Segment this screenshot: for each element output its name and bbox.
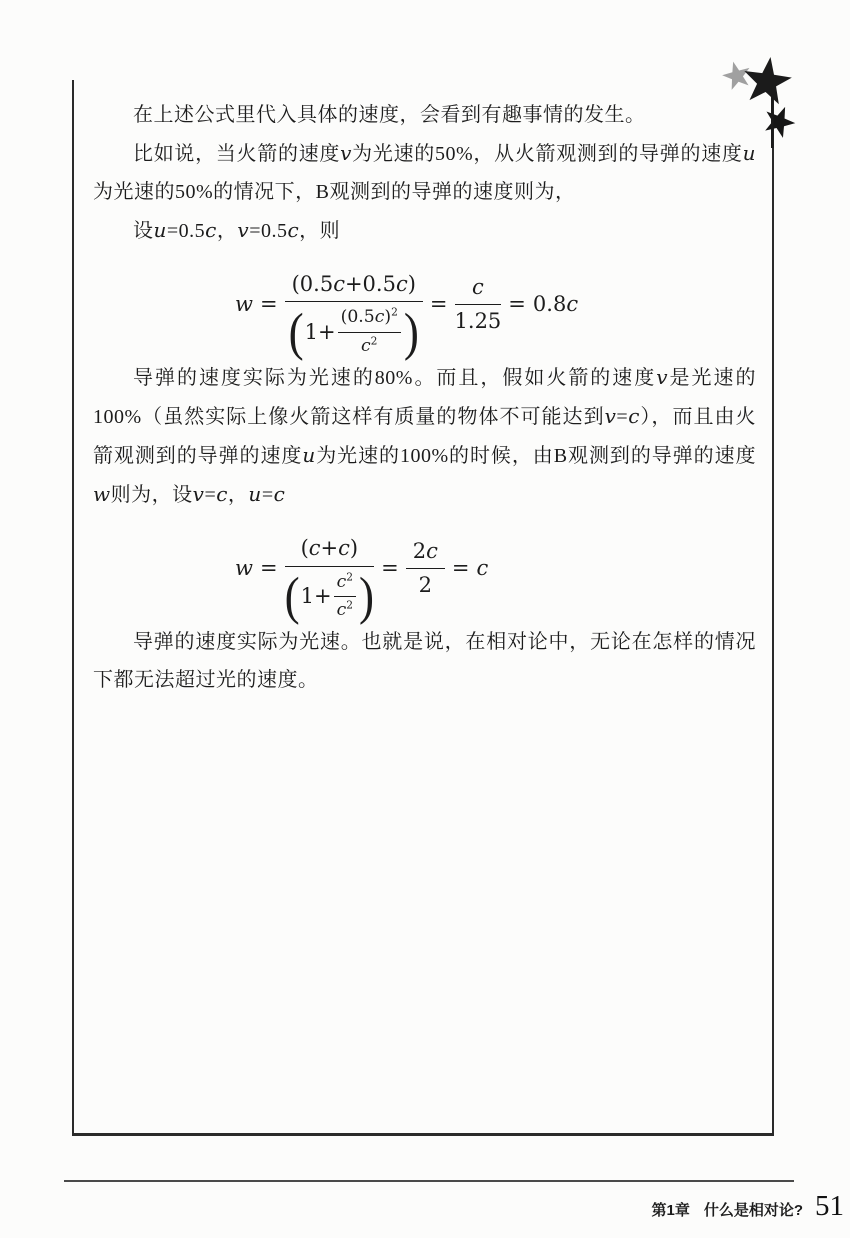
equals-sign: = xyxy=(381,556,399,581)
content-frame xyxy=(72,80,774,1136)
fraction-main xyxy=(285,271,423,362)
fraction-numerator: (0.5c+0.5c) xyxy=(285,271,423,302)
paragraph-intro: 在上述公式里代入具体的速度，会看到有趣事情的发生。 xyxy=(133,104,646,126)
paragraph-discussion: 导弹的速度实际为光速的80%。而且，假如火箭的速度v是光速的100%（虽然实际上像火箭这样有质量的物体不可能达到v=c），而且由火箭观测到的导弹的速度u为光速的100%的时候，由B观测到的导弹的速度w则为，设v=c，u=c xyxy=(93,365,757,507)
equation-2 xyxy=(235,524,756,626)
paragraph-example-50pct: 比如说，当火箭的速度v为光速的50%，从火箭观测到的导弹的速度u为光速的50%的情况下，B观测到的导弹的速度则为， xyxy=(93,141,757,203)
inner-numerator: $c^2$ xyxy=(334,572,356,598)
left-paren: ( xyxy=(284,566,300,626)
page-footer xyxy=(651,1190,844,1223)
fraction-mid xyxy=(455,274,502,335)
equation-lhs: w xyxy=(235,556,253,581)
black-star-small-icon xyxy=(760,101,800,140)
paragraph-conclusion: 导弹的速度实际为光速。也就是说，在相对论中，无论在怎样的情况下都无法超过光的速度。 xyxy=(93,630,756,691)
left-paren: ( xyxy=(288,302,304,362)
equals-sign: = xyxy=(259,556,278,581)
paragraph-setup: 设u=0.5c，v=0.5c，则 xyxy=(133,218,341,242)
mid-denominator: 2 xyxy=(418,573,432,598)
inner-denominator: $c^2$ xyxy=(336,598,354,621)
footer-rule xyxy=(64,1180,794,1182)
equals-sign: = xyxy=(429,292,448,317)
mid-numerator: 2c xyxy=(406,538,445,569)
chapter-title: 什么是相对论? xyxy=(703,1202,803,1219)
right-paren: ) xyxy=(403,302,419,362)
inner-numerator: $(0.5c)^2$ xyxy=(338,307,401,333)
mid-numerator: c xyxy=(455,274,502,305)
equation-1 xyxy=(235,260,756,362)
equals-sign: = xyxy=(508,292,526,317)
mid-denominator: 1.25 xyxy=(454,309,502,334)
denominator-prefix: 1+ xyxy=(300,584,332,609)
black-star-large-icon xyxy=(740,54,794,106)
denominator-prefix: 1+ xyxy=(304,320,336,345)
fraction-mid xyxy=(406,538,445,599)
fraction-denominator xyxy=(285,302,423,362)
equals-sign: = xyxy=(451,556,470,581)
equals-sign: = xyxy=(259,292,278,317)
fraction-numerator: (c+c) xyxy=(285,535,374,566)
page-number: 51 xyxy=(815,1190,844,1222)
fraction-inner xyxy=(334,569,356,622)
chapter-label: 第1章 xyxy=(651,1202,690,1219)
star-wand-line xyxy=(771,90,774,148)
equation-result: c xyxy=(476,556,489,581)
equation-result: 0.8c xyxy=(532,292,579,317)
fraction-main xyxy=(284,535,375,626)
stars-decoration xyxy=(698,40,822,148)
right-paren: ) xyxy=(359,566,375,626)
fraction-denominator xyxy=(285,567,374,624)
equation-lhs: w xyxy=(235,292,253,317)
inner-denominator: $c^2$ xyxy=(361,334,378,356)
fraction-inner xyxy=(338,307,401,357)
